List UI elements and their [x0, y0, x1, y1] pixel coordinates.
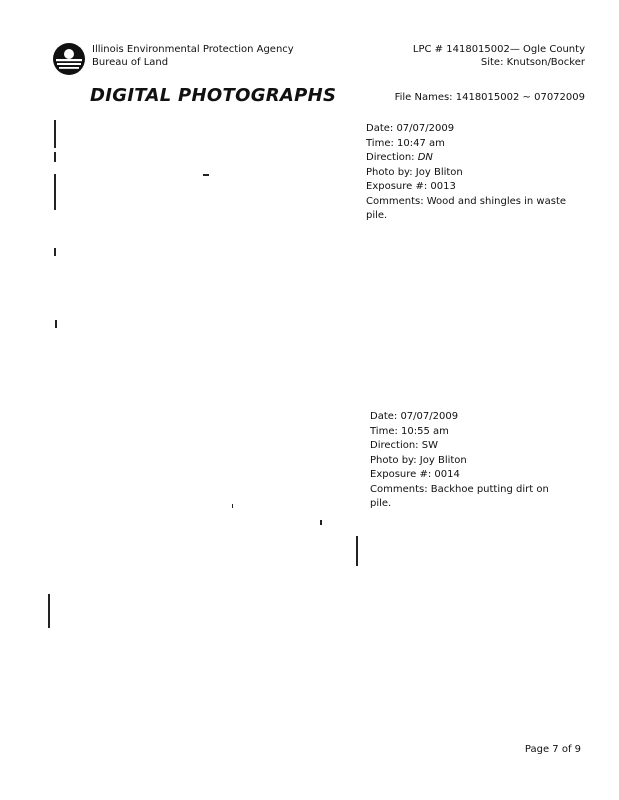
scan-mark — [54, 120, 56, 148]
scan-mark — [320, 520, 322, 525]
photo-direction — [370, 439, 549, 454]
photo-by: Photo by: Joy Bliton — [366, 166, 463, 178]
illinois-epa-logo — [52, 42, 86, 76]
page-title: DIGITAL PHOTOGRAPHS — [90, 85, 337, 106]
page-number: Page 7 of 9 — [524, 744, 581, 755]
direction-value: SW — [421, 440, 438, 451]
photo-time: Time: 10:47 am — [366, 137, 445, 149]
photo-comments-cont: pile. — [370, 498, 392, 509]
agency-name: Illinois Environmental Protection Agency — [92, 44, 294, 55]
photo-direction — [366, 151, 566, 166]
scan-mark — [232, 504, 233, 508]
photo-comments-cont: pile. — [366, 210, 388, 221]
file-names: File Names: 1418015002 ~ 07072009 — [394, 92, 585, 103]
scan-mark — [356, 536, 358, 566]
scan-mark — [55, 320, 57, 328]
photo-caption-2 — [370, 410, 549, 512]
direction-value: DN — [417, 152, 433, 163]
scan-mark — [54, 248, 56, 256]
photo-by: Photo by: Joy Bliton — [370, 454, 467, 466]
direction-label: Direction: — [366, 152, 415, 163]
scan-mark — [48, 594, 50, 628]
site-name: Site: Knutson/Bocker — [480, 57, 585, 68]
scan-mark — [203, 174, 209, 176]
photo-date: Date: 07/07/2009 — [370, 411, 459, 422]
photo-time: Time: 10:55 am — [370, 425, 449, 437]
photo-date: Date: 07/07/2009 — [366, 123, 455, 134]
direction-label: Direction: — [370, 440, 419, 451]
scan-mark — [54, 152, 56, 162]
lpc-number: LPC # 1418015002— Ogle County — [412, 44, 585, 55]
site-header — [413, 43, 585, 69]
agency-header — [92, 43, 294, 69]
photo-exposure: Exposure #: 0013 — [366, 181, 456, 192]
photo-caption-1 — [366, 122, 566, 224]
photo-comments: Comments: Wood and shingles in waste — [366, 195, 567, 207]
scan-mark — [54, 174, 56, 210]
bureau-name: Bureau of Land — [92, 57, 169, 68]
photo-exposure: Exposure #: 0014 — [370, 469, 460, 480]
photo-comments: Comments: Backhoe putting dirt on — [370, 483, 549, 495]
